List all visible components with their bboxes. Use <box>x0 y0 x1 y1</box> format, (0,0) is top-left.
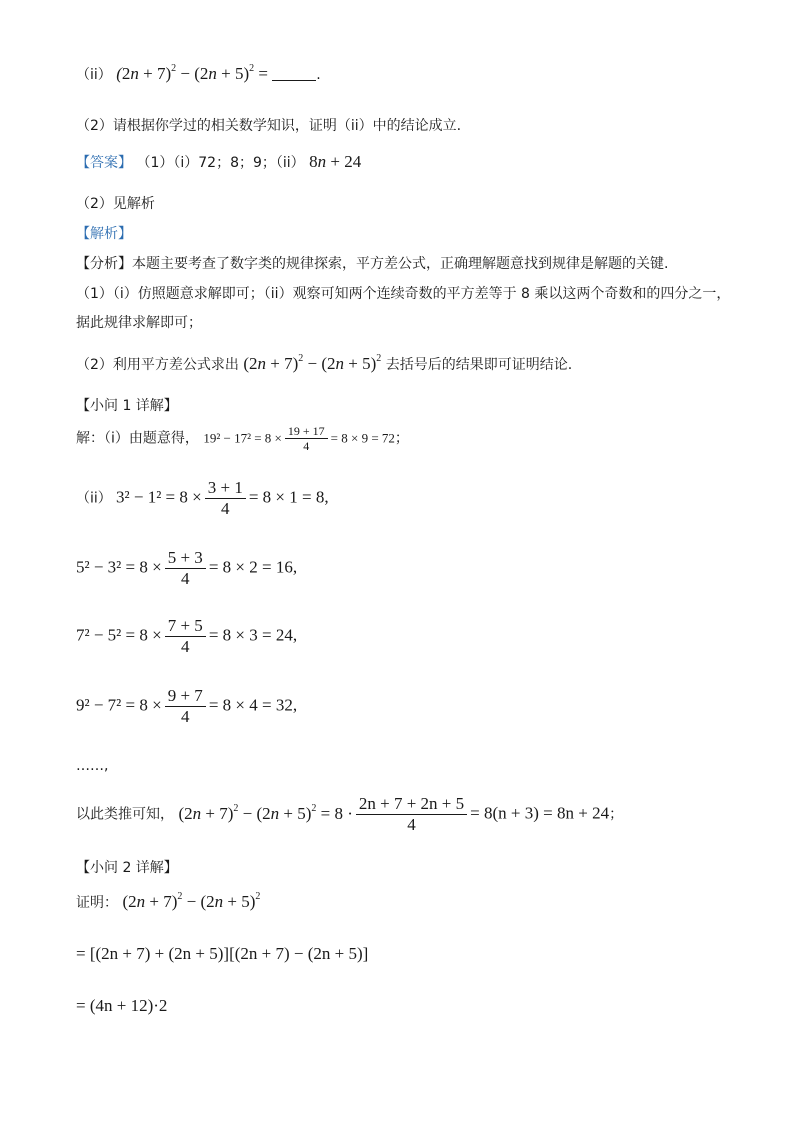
sub1-i-line: 解：（i）由题意得， 19² − 17² = 8 × $\frac{19 + 17}{4}$ = 8 × 9 = 72； <box>76 424 409 453</box>
row-end: , <box>292 695 298 715</box>
ellipsis: ……, <box>76 758 109 774</box>
inference-fraction <box>356 794 467 835</box>
row-fraction <box>165 616 206 657</box>
proof-line-1 <box>76 892 260 913</box>
row-denominator: 4 <box>181 637 190 656</box>
analysis-summary: 【分析】本题主要考查了数字类的规律探索，平方差公式，正确理解题意找到规律是解题的关键. <box>76 256 669 272</box>
row-denominator: 4 <box>181 569 190 588</box>
proof-line-3: = (4n + 12)·2 <box>76 996 168 1015</box>
analysis-part-2-prefix: （2）利用平方差公式求出 <box>76 357 239 373</box>
row-numerator: 3 + 1 <box>205 478 246 499</box>
question-2: （2）请根据你学过的相关数学知识，证明（ii）中的结论成立. <box>76 118 462 134</box>
question-ii-label: （ii） <box>76 67 112 83</box>
analysis-part-1a: （1）（i）仿照题意求解即可；（ii）观察可知两个连续奇数的平方差等于 8 乘以这两个奇数和的四分之一， <box>76 286 731 302</box>
sub1-ii-row-2 <box>76 548 297 589</box>
row-fraction <box>205 478 246 519</box>
analysis-tag: 【解析】 <box>76 226 132 242</box>
row-numerator: 5 + 3 <box>165 548 206 569</box>
answer-tag: 【答案】 <box>76 155 132 171</box>
row-right: = 8 × 1 = 8 <box>248 487 325 507</box>
sub1-ii-row-4 <box>76 686 297 727</box>
sub1-i-right: = 8 × 9 = 72 <box>330 430 395 446</box>
inference-expression-left: $(2n + 7)^2 - (2n + 5)^2 = 8$ · <box>178 802 353 823</box>
row-fraction <box>165 548 206 589</box>
inference-numerator: 2n + 7 + 2n + 5 <box>356 794 467 815</box>
row-denominator: 4 <box>221 499 230 518</box>
row-fraction <box>165 686 206 727</box>
sub1-i-numerator: 19 + 17 <box>285 424 328 439</box>
row-end: , <box>324 487 329 507</box>
sub1-intro: 解：（i）由题意得， <box>76 430 199 447</box>
row-end: , <box>292 557 298 577</box>
answer-text: （1）（i）72；8；9；（ii） <box>136 155 305 171</box>
question-ii-expression: $(2n + 7)^2 - (2n + 5)^2$ = <box>116 63 273 83</box>
row-left: 5² − 3² = 8 × <box>76 557 162 577</box>
answer-2: （2）见解析 <box>76 196 155 212</box>
sub-question-1-title: 【小问 1 详解】 <box>76 398 178 414</box>
row-numerator: 9 + 7 <box>165 686 206 707</box>
question-ii-line: （ii） $(2n + 7)^2 - (2n + 5)^2$ = . <box>76 63 321 83</box>
sub1-i-fraction <box>285 424 328 453</box>
sub1-ii-label: （ii） <box>76 490 112 507</box>
row-left: 7² − 5² = 8 × <box>76 625 162 645</box>
row-left: 9² − 7² = 8 × <box>76 695 162 715</box>
proof-prefix: 证明： <box>76 895 118 911</box>
analysis-part-1b: 据此规律求解即可； <box>76 315 202 331</box>
analysis-part-2-expression: $(2n + 7)^2 - (2n + 5)^2$ <box>243 353 382 373</box>
row-numerator: 7 + 5 <box>165 616 206 637</box>
sub1-i-left: 19² − 17² = 8 × <box>203 430 282 446</box>
row-end: , <box>292 625 298 645</box>
row-denominator: 4 <box>181 707 190 726</box>
sub1-ii-row-1 <box>76 478 329 519</box>
sub-question-2-title: 【小问 2 详解】 <box>76 860 178 876</box>
answer-math: 8n + 24 <box>309 152 362 171</box>
inference-prefix: 以此类推可知， <box>76 806 174 823</box>
analysis-part-2 <box>76 354 572 375</box>
sub1-i-denominator: 4 <box>303 439 310 453</box>
inference-line: 以此类推可知， $(2n + 7)^2 - (2n + 5)^2 = 8$ · $\frac{2n + 7 + 2n + 5}{4}$ = 8(n + 3) = 8n + 24； <box>76 794 624 834</box>
sub1-ii-row-3 <box>76 616 297 657</box>
answer-line <box>76 152 361 173</box>
proof-expression: $(2n + 7)^2 - (2n + 5)^2$ <box>122 891 261 911</box>
proof-line-2: = [(2n + 7) + (2n + 5)][(2n + 7) − (2n + 5)] <box>76 944 369 963</box>
inference-right: = 8(n + 3) = 8n + 24 <box>470 803 610 823</box>
answer-blank <box>272 64 316 81</box>
row-right: = 8 × 3 = 24 <box>208 625 293 645</box>
inference-denominator: 4 <box>407 815 416 834</box>
row-right: = 8 × 4 = 32 <box>208 695 293 715</box>
analysis-part-2-suffix: 去括号后的结果即可证明结论. <box>385 357 573 373</box>
row-left: 3² − 1² = 8 × <box>116 487 202 507</box>
row-right: = 8 × 2 = 16 <box>208 557 293 577</box>
